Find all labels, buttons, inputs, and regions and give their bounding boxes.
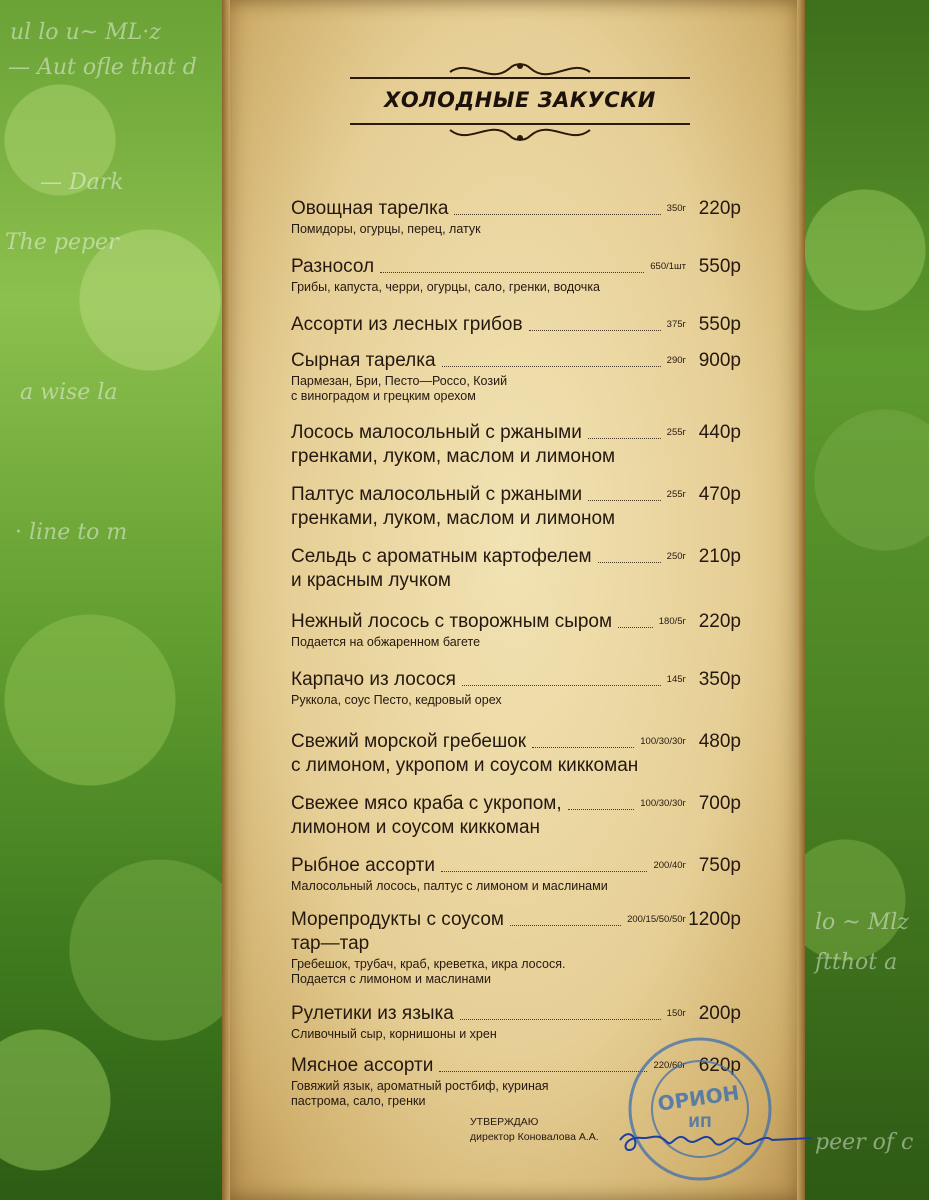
dot-leader bbox=[598, 562, 661, 563]
item-weight: 100/30/30г bbox=[640, 736, 686, 747]
item-name-continued: гренками, луком, маслом и лимоном bbox=[291, 508, 616, 529]
dot-leader bbox=[439, 1071, 647, 1072]
menu-item bbox=[291, 908, 741, 987]
item-price: 220р bbox=[698, 611, 741, 632]
item-price: 220р bbox=[698, 198, 741, 219]
item-weight: 375г bbox=[666, 319, 686, 330]
stamp-center-text: ОРИОН bbox=[656, 1080, 741, 1116]
approval-director: директор Коновалова А.А. bbox=[470, 1131, 599, 1143]
item-weight: 100/30/30г bbox=[640, 798, 686, 809]
menu-item-row bbox=[291, 197, 741, 221]
item-description: Пармезан, Бри, Песто—Россо, Козий bbox=[291, 374, 508, 388]
menu-item bbox=[291, 421, 741, 469]
item-name: Свежий морской гребешок bbox=[291, 731, 527, 752]
item-name: Мясное ассорти bbox=[291, 1055, 434, 1076]
item-name-continued: и красным лучком bbox=[291, 570, 451, 591]
menu-item bbox=[291, 545, 741, 593]
dot-leader bbox=[588, 500, 661, 501]
item-price: 620р bbox=[698, 1055, 741, 1076]
dot-leader bbox=[441, 871, 648, 872]
item-description: Помидоры, огурцы, перец, латук bbox=[291, 222, 481, 236]
dot-leader bbox=[454, 214, 660, 215]
clover-background-right: lo ~ Mlz ftthot a peer of c bbox=[805, 0, 929, 1200]
item-price: 550р bbox=[698, 314, 741, 335]
dot-leader bbox=[588, 438, 661, 439]
organization-stamp bbox=[626, 1035, 774, 1183]
item-description: Грибы, капуста, черри, огурцы, сало, гренки, водочка bbox=[291, 280, 601, 294]
item-description-continued: пастрома, сало, гренки bbox=[291, 1094, 426, 1108]
dot-leader bbox=[462, 685, 661, 686]
menu-item bbox=[291, 792, 741, 840]
item-weight: 150г bbox=[666, 1008, 686, 1019]
item-description-continued: с виноградом и грецким орехом bbox=[291, 389, 476, 403]
item-name: Ассорти из лесных грибов bbox=[291, 314, 523, 335]
item-description: Руккола, соус Песто, кедровый орех bbox=[291, 693, 502, 707]
item-name: Карпачо из лосося bbox=[291, 669, 456, 690]
item-price: 480р bbox=[698, 731, 741, 752]
dot-leader bbox=[460, 1019, 661, 1020]
item-weight: 290г bbox=[666, 355, 686, 366]
menu-item bbox=[291, 854, 741, 894]
item-description: Подается на обжаренном багете bbox=[291, 635, 481, 649]
item-price: 550р bbox=[698, 256, 741, 277]
item-name-continued: гренками, луком, маслом и лимоном bbox=[291, 446, 616, 467]
item-name: Рыбное ассорти bbox=[291, 855, 435, 876]
panel-border-left bbox=[222, 0, 230, 1200]
item-name: Овощная тарелка bbox=[291, 198, 449, 219]
menu-item-row bbox=[291, 1002, 741, 1026]
item-weight: 255г bbox=[666, 427, 686, 438]
item-name: Разносол bbox=[291, 256, 375, 277]
item-weight: 220/60г bbox=[653, 1060, 686, 1071]
menu-item bbox=[291, 668, 741, 708]
menu-item bbox=[291, 483, 741, 531]
item-name-continued: лимоном и соусом киккоман bbox=[291, 817, 541, 838]
dot-leader bbox=[380, 272, 644, 273]
item-weight: 350г bbox=[666, 203, 686, 214]
item-weight: 145г bbox=[666, 674, 686, 685]
dot-leader bbox=[510, 925, 621, 926]
item-price: 210р bbox=[698, 546, 741, 567]
menu-item bbox=[291, 313, 741, 337]
menu-item-row bbox=[291, 421, 741, 445]
item-price: 1200р bbox=[688, 909, 741, 930]
menu-item-row bbox=[291, 792, 741, 816]
item-weight: 180/5г bbox=[658, 616, 686, 627]
item-price: 750р bbox=[698, 855, 741, 876]
item-weight: 200/40г bbox=[653, 860, 686, 871]
item-price: 440р bbox=[698, 422, 741, 443]
top-ornament-icon bbox=[350, 58, 690, 86]
signature bbox=[612, 1118, 822, 1158]
item-description: Говяжий язык, ароматный ростбиф, куриная bbox=[291, 1079, 549, 1093]
item-name: Лосось малосольный с ржаными bbox=[291, 422, 582, 443]
item-price: 470р bbox=[698, 484, 741, 505]
item-weight: 200/15/50/50г bbox=[627, 914, 686, 925]
menu-item-row bbox=[291, 668, 741, 692]
item-price: 700р bbox=[698, 793, 741, 814]
panel-border-right bbox=[797, 0, 805, 1200]
dot-leader bbox=[618, 627, 653, 628]
item-weight: 650/1шт bbox=[650, 261, 686, 272]
dot-leader bbox=[568, 809, 635, 810]
menu-item bbox=[291, 197, 741, 237]
item-description-continued: Подается с лимоном и маслинами bbox=[291, 972, 491, 986]
menu-item-row bbox=[291, 545, 741, 569]
approval-title: УТВЕРЖДАЮ bbox=[470, 1116, 539, 1128]
menu-item-row bbox=[291, 610, 741, 634]
dot-leader bbox=[442, 366, 661, 367]
item-weight: 250г bbox=[666, 551, 686, 562]
item-description: Малосольный лосось, палтус с лимоном и маслинами bbox=[291, 879, 608, 893]
item-name-continued: тар—тар bbox=[291, 933, 370, 954]
stamp-sub-text: ИП bbox=[688, 1115, 712, 1131]
item-weight: 255г bbox=[666, 489, 686, 500]
item-name: Сельдь с ароматным картофелем bbox=[291, 546, 592, 567]
item-name: Палтус малосольный с ржаными bbox=[291, 484, 583, 505]
item-name: Свежее мясо краба с укропом, bbox=[291, 793, 562, 814]
item-price: 900р bbox=[698, 350, 741, 371]
menu-item-row bbox=[291, 313, 741, 337]
item-name: Рулетики из языка bbox=[291, 1003, 454, 1024]
menu-item-row bbox=[291, 349, 741, 373]
item-price: 200р bbox=[698, 1003, 741, 1024]
item-name: Морепродукты с соусом bbox=[291, 909, 504, 930]
item-name: Сырная тарелка bbox=[291, 350, 436, 371]
item-name: Нежный лосось с творожным сыром bbox=[291, 611, 613, 632]
section-header bbox=[350, 58, 690, 148]
item-description: Гребешок, трубач, краб, креветка, икра лосося. bbox=[291, 957, 566, 971]
menu-item bbox=[291, 349, 741, 404]
menu-item-row bbox=[291, 908, 741, 932]
menu-item bbox=[291, 610, 741, 650]
clover-background-left: ul lo u~ ML·z — Aut ofle that d — Dark The peper a wise la · line to m bbox=[0, 0, 222, 1200]
menu-item-row bbox=[291, 483, 741, 507]
menu-item bbox=[291, 730, 741, 778]
bottom-ornament-icon bbox=[350, 118, 690, 146]
section-title: ХОЛОДНЫЕ ЗАКУСКИ bbox=[384, 88, 656, 112]
item-price: 350р bbox=[698, 669, 741, 690]
dot-leader bbox=[529, 330, 661, 331]
menu-item-row bbox=[291, 730, 741, 754]
item-name-continued: с лимоном, укропом и соусом киккоман bbox=[291, 755, 639, 776]
menu-item-row bbox=[291, 255, 741, 279]
menu-item-row bbox=[291, 854, 741, 878]
dot-leader bbox=[532, 747, 634, 748]
item-description: Сливочный сыр, корнишоны и хрен bbox=[291, 1027, 497, 1041]
menu-item bbox=[291, 255, 741, 295]
